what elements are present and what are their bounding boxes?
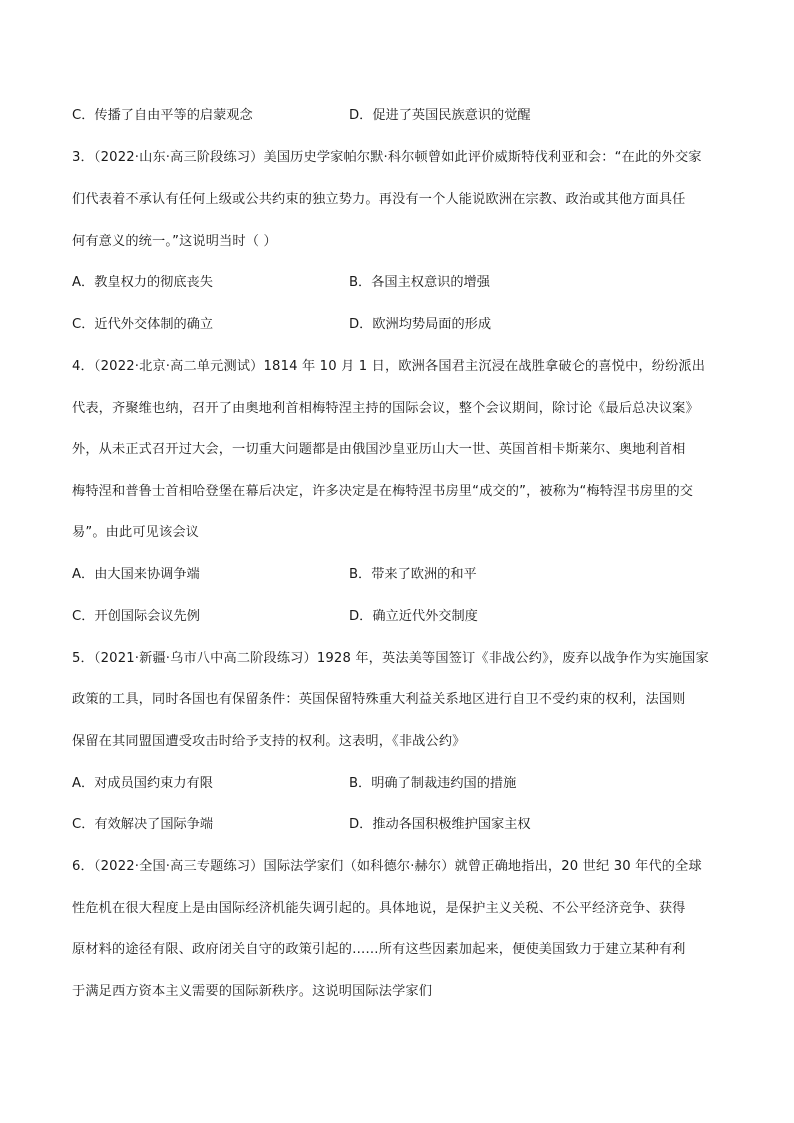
q4-stem-line-5: 易”。由此可见该会议 bbox=[72, 525, 200, 540]
q5-option-d: D．推动各国积极维护国家主权 bbox=[349, 817, 531, 832]
q3-option-a: A．教皇权力的彻底丧失 bbox=[72, 275, 213, 290]
q6-stem-line-3: 原材料的途径有限、政府闭关自守的政策引起的……所有这些因素加起来，便使美国致力于建立某种有利 bbox=[72, 942, 686, 957]
q5-option-b: B．明确了制裁违约国的措施 bbox=[349, 776, 517, 791]
q3-option-c: C．近代外交体制的确立 bbox=[72, 317, 214, 332]
q4-stem-line-2: 代表，齐聚维也纳，召开了由奥地利首相梅特涅主持的国际会议，整个会议期间，除讨论《最后总决议案》 bbox=[72, 401, 699, 416]
q5-option-c: C．有效解决了国际争端 bbox=[72, 817, 214, 832]
q3-option-b: B．各国主权意识的增强 bbox=[349, 275, 490, 290]
q3-option-d: D．欧洲均势局面的形成 bbox=[349, 317, 492, 332]
q4-option-b: B．带来了欧洲的和平 bbox=[349, 567, 477, 582]
q4-stem-line-4: 梅特涅和普鲁士首相哈登堡在幕后决定，许多决定是在梅特涅书房里“成交的”，被称为“梅特涅书房里的交 bbox=[72, 484, 694, 499]
q5-option-a: A．对成员国约束力有限 bbox=[72, 776, 213, 791]
q4-option-a: A．由大国来协调争端 bbox=[72, 567, 200, 582]
q4-option-d: D．确立近代外交制度 bbox=[349, 609, 478, 624]
q2-option-c: C．传播了自由平等的启蒙观念 bbox=[72, 108, 253, 123]
q4-stem-line-1: 4．（2022·北京·高二单元测试）1814 年 10 月 1 日，欧洲各国君主沉浸在战胜拿破仑的喜悦中，纷纷派出 bbox=[72, 359, 706, 374]
q6-stem-line-4: 于满足西方资本主义需要的国际新秩序。这说明国际法学家们 bbox=[72, 984, 433, 999]
q3-stem-line-3: 何有意义的统一。”这说明当时（ ） bbox=[72, 234, 277, 249]
q5-stem-line-3: 保留在其同盟国遭受攻击时给予支持的权利。这表明，《非战公约》 bbox=[72, 734, 466, 749]
q6-stem-line-2: 性危机在很大程度上是由国际经济机能失调引起的。具体地说，是保护主义关税、不公平经济竞争、获得 bbox=[72, 901, 686, 916]
q6-stem-line-1: 6．（2022·全国·高三专题练习）国际法学家们（如科德尔·赫尔）就曾正确地指出，20 世纪 30 年代的全球 bbox=[72, 859, 702, 874]
q3-stem-line-2: 们代表着不承认有任何上级或公共约束的独立势力。再没有一个人能说欧洲在宗教、政治或其他方面具任 bbox=[72, 192, 686, 207]
q2-option-d: D．促进了英国民族意识的觉醒 bbox=[349, 108, 531, 123]
q5-stem-line-1: 5．（2021·新疆·乌市八中高二阶段练习）1928 年，英法美等国签订《非战公约》，废弃以战争作为实施国家 bbox=[72, 651, 709, 666]
q3-stem-line-1: 3．（2022·山东·高三阶段练习）美国历史学家帕尔默·科尔顿曾如此评价威斯特伐利亚和会：“在此的外交家 bbox=[72, 150, 702, 165]
q5-stem-line-2: 政策的工具，同时各国也有保留条件：英国保留特殊重大利益关系地区进行自卫不受约束的权利，法国则 bbox=[72, 692, 686, 707]
q4-stem-line-3: 外，从未正式召开过大会，一切重大问题都是由俄国沙皇亚历山大一世、英国首相卡斯莱尔、奥地利首相 bbox=[72, 442, 686, 457]
q4-option-c: C．开创国际会议先例 bbox=[72, 609, 200, 624]
